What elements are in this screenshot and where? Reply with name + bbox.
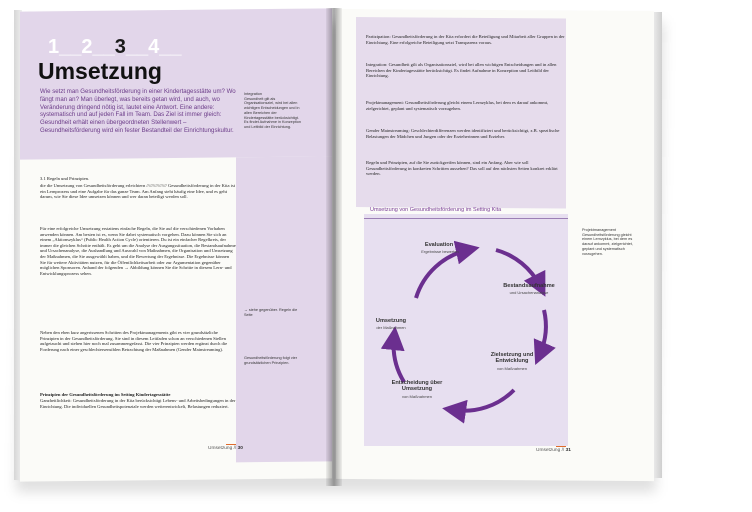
- cycle-step-zielsetzung-title: Zielsetzung und Entwicklung: [490, 352, 534, 364]
- right-text-band: [356, 17, 566, 208]
- cycle-step-evaluation-sub: Ergebnisse bewerten: [421, 249, 459, 254]
- cycle-step-umsetzung-sub: der Maßnahmen: [376, 325, 406, 330]
- chapter-number-1: 1: [48, 36, 60, 58]
- arrow-zielsetzung-to-entscheidung: [454, 390, 514, 411]
- book-gutter: [326, 8, 342, 486]
- paragraph-1: die die Umsetzung von Gesundheitsförderung erleichtern //////////////// Gesundheitsförderung in der Kita ist ein Lernprozess und eine Aufgabe für das ganze Team. Am Anfang steht häufig eine Idee, und es geht darum, wie Sie diese Idee umsetzen können und wer daran beteiligt werden soll.: [40, 183, 236, 200]
- side-note-integration: Integration Gesundheit gilt als Organisationsziel, wird bei allen wichtigen Entscheidungen und in allen Bereichen der Kindertagesstätte berücksichtigt. Es findet Aufnahme in Konzeption und Leitbild der Einrichtung.: [244, 92, 301, 130]
- cycle-step-entscheidung-title: Entscheidung über Umsetzung: [391, 380, 443, 392]
- left-page-number: 30: [237, 446, 243, 451]
- lead-paragraph: Wie setzt man Gesundheitsförderung in einer Kindertagesstätte um? Wo fängt man an? Man überlegt, was bereits getan wird, und auch, wo Veränderung dringend nötig ist, lautet eine Antwort. Eine andere: systematisch und auf jeden Fall im Team. Das Ziel ist immer gleich: Gesundheit erhält einen übergeordneten Stellenwert – Gesundheitsförderung wird ein fester Bestandteil der Einrichtungskultur.: [40, 88, 236, 134]
- cycle-diagram-title: Umsetzung von Gesundheitsförderung im Setting Kita: [370, 207, 502, 213]
- cycle-step-umsetzung-title: Umsetzung: [375, 318, 407, 324]
- chapter-number-4: 4: [148, 36, 160, 58]
- cycle-step-bestandsaufnahme-sub: und Ursachenanalyse: [509, 290, 549, 295]
- right-side-note-project-management: Projektmanagement Gesundheitsförderung gleicht einem Lernzyklus, bei dem es darauf ankommt, zielgerichtet, geplant und systematisch vorzugehen.: [582, 228, 633, 256]
- page-title: Umsetzung: [38, 58, 162, 84]
- right-footer-label: Umsetzung //: [536, 448, 565, 453]
- principle-participation: Partizipation: Gesundheitsförderung in der Kita erfordert die Beteiligung und Mitarbeit aller Gruppen in der Einrichtung. Eine erfolgreiche Beteiligung setzt Transparenz voraus.: [366, 34, 565, 45]
- closing-paragraph: Regeln und Prinzipien, auf die Sie zurückgreifen können, sind ein Anfang. Aber wie soll Gesundheitsförderung in konkreten Schritten aussehen? Das soll auf den nächsten Seiten konkret erklärt werden.: [366, 160, 558, 177]
- paragraph-4: Ganzheitlichkeit: Gesundheitsförderung in der Kita berücksichtigt Lebens- und Arbeitsbedingungen in der Einrichtung. Die individuellen Gesundheitspotenziale werden weiterentwickelt, Belastungen reduziert.: [40, 398, 236, 409]
- arrow-entscheidung-to-umsetzung: [394, 338, 404, 382]
- section-heading-3-1: 3.1 Regeln und Prinzipien.: [40, 176, 90, 181]
- left-footer-label: Umsetzung //: [208, 446, 237, 451]
- principle-integration: Integration: Gesundheit gilt als Organisationsziel, wird bei allen wichtigen Entscheidungen und in allen Bereichen der Kindertagesstätte berücksichtigt. Es findet Aufnahme in Konzeption und Leitbild der Einrichtung.: [366, 62, 557, 79]
- right-footer: [536, 448, 571, 453]
- principle-gender-mainstreaming: Gender Mainstreaming: Geschlechterdifferenzen werden identifiziert und berücksichtigt, z.B. spezifische Belastungen der Mädchen und Jungen oder der Erzieherinnen und Erzieher.: [366, 128, 560, 139]
- right-page-number: 31: [565, 448, 571, 453]
- chapter-number-2: 2: [81, 36, 93, 58]
- arrow-evaluation-to-bestandsaufnahme: [496, 250, 540, 286]
- cycle-step-entscheidung-sub: von Maßnahmen: [401, 394, 432, 399]
- side-note-see-opposite: → siehe gegenüber. Regeln die Seite: [244, 308, 298, 317]
- cycle-step-zielsetzung-sub: von Maßnahmen: [496, 366, 527, 371]
- side-note-principles: Gesundheitsförderung folgt vier grundsätzlichen Prinzipien.: [244, 356, 297, 365]
- paragraph-3: Neben den eben kurz angerissenen Schritten des Projektmanagements gibt es vier grundsätzliche Prinzipien in der Gesundheitsförderung. Sie sind in diesem Leitfaden schon an verschiedenen Stellen aufgetaucht und stehen hier noch mal zusammengefasst. Die vier Prinzipien werden ergänzt durch die Forderung nach einer geschlechtersensiblen Betrachtung der Maßnahmen (Gender Mainstreaming).: [40, 330, 228, 352]
- cycle-step-evaluation-title: Evaluation: [424, 242, 454, 248]
- arrow-umsetzung-to-evaluation: [416, 250, 468, 298]
- right-footer-mark: [556, 446, 566, 447]
- left-footer: [208, 446, 243, 451]
- chapter-numbers: 1__2__3__4__: [48, 36, 182, 58]
- cycle-step-bestandsaufnahme-title: Bestandsaufnahme: [503, 283, 555, 289]
- arrow-bestandsaufnahme-to-zielsetzung: [540, 310, 546, 354]
- section-heading-principles: Prinzipien der Gesundheitsförderung im Setting Kindertagesstätte: [40, 392, 171, 397]
- left-footer-mark: [226, 444, 236, 445]
- chapter-number-3-active: 3: [114, 36, 126, 58]
- principle-project-management: Projektmanagement: Gesundheitsförderung gleicht einem Lernzyklus, bei dem es darauf ankommt, zielgerichtet, geplant und systematisch vorzugehen.: [366, 100, 549, 111]
- paragraph-2: Für eine erfolgreiche Umsetzung erstattens einfache Regeln, die Sie auf die verschiedenen Vorhaben anwenden können. Am besten ist es, wenn Sie dabei systematisch vorgehen. Dazu können Sie sich an einem „Aktionszyklus“ (Public Health Action Cycle) orientieren. Du ist ein einfacher Regelkreis, der immer die gleichen Schritte enthält. Es geht um die Analyse der Ausgangssituation, die Bestandsaufnahme und Ursachenanalyse, die Aushandlung und Auswahl von Maßnahmen, die Organisation und Umsetzung der Maßnahmen, die Sie ausgewählt haben, und die Bewertung der Ergebnisse. Die Ergebnisse können Sie für weitere Aktivitäten nutzen, für die Öffentlichkeitsarbeit oder zur Argumentation gegenüber möglichen Sponsoren. Anhand der folgenden → Abbildung können Sie die Schritte in diesem Lern- und Entwicklungsprozess sehen.: [40, 226, 236, 276]
